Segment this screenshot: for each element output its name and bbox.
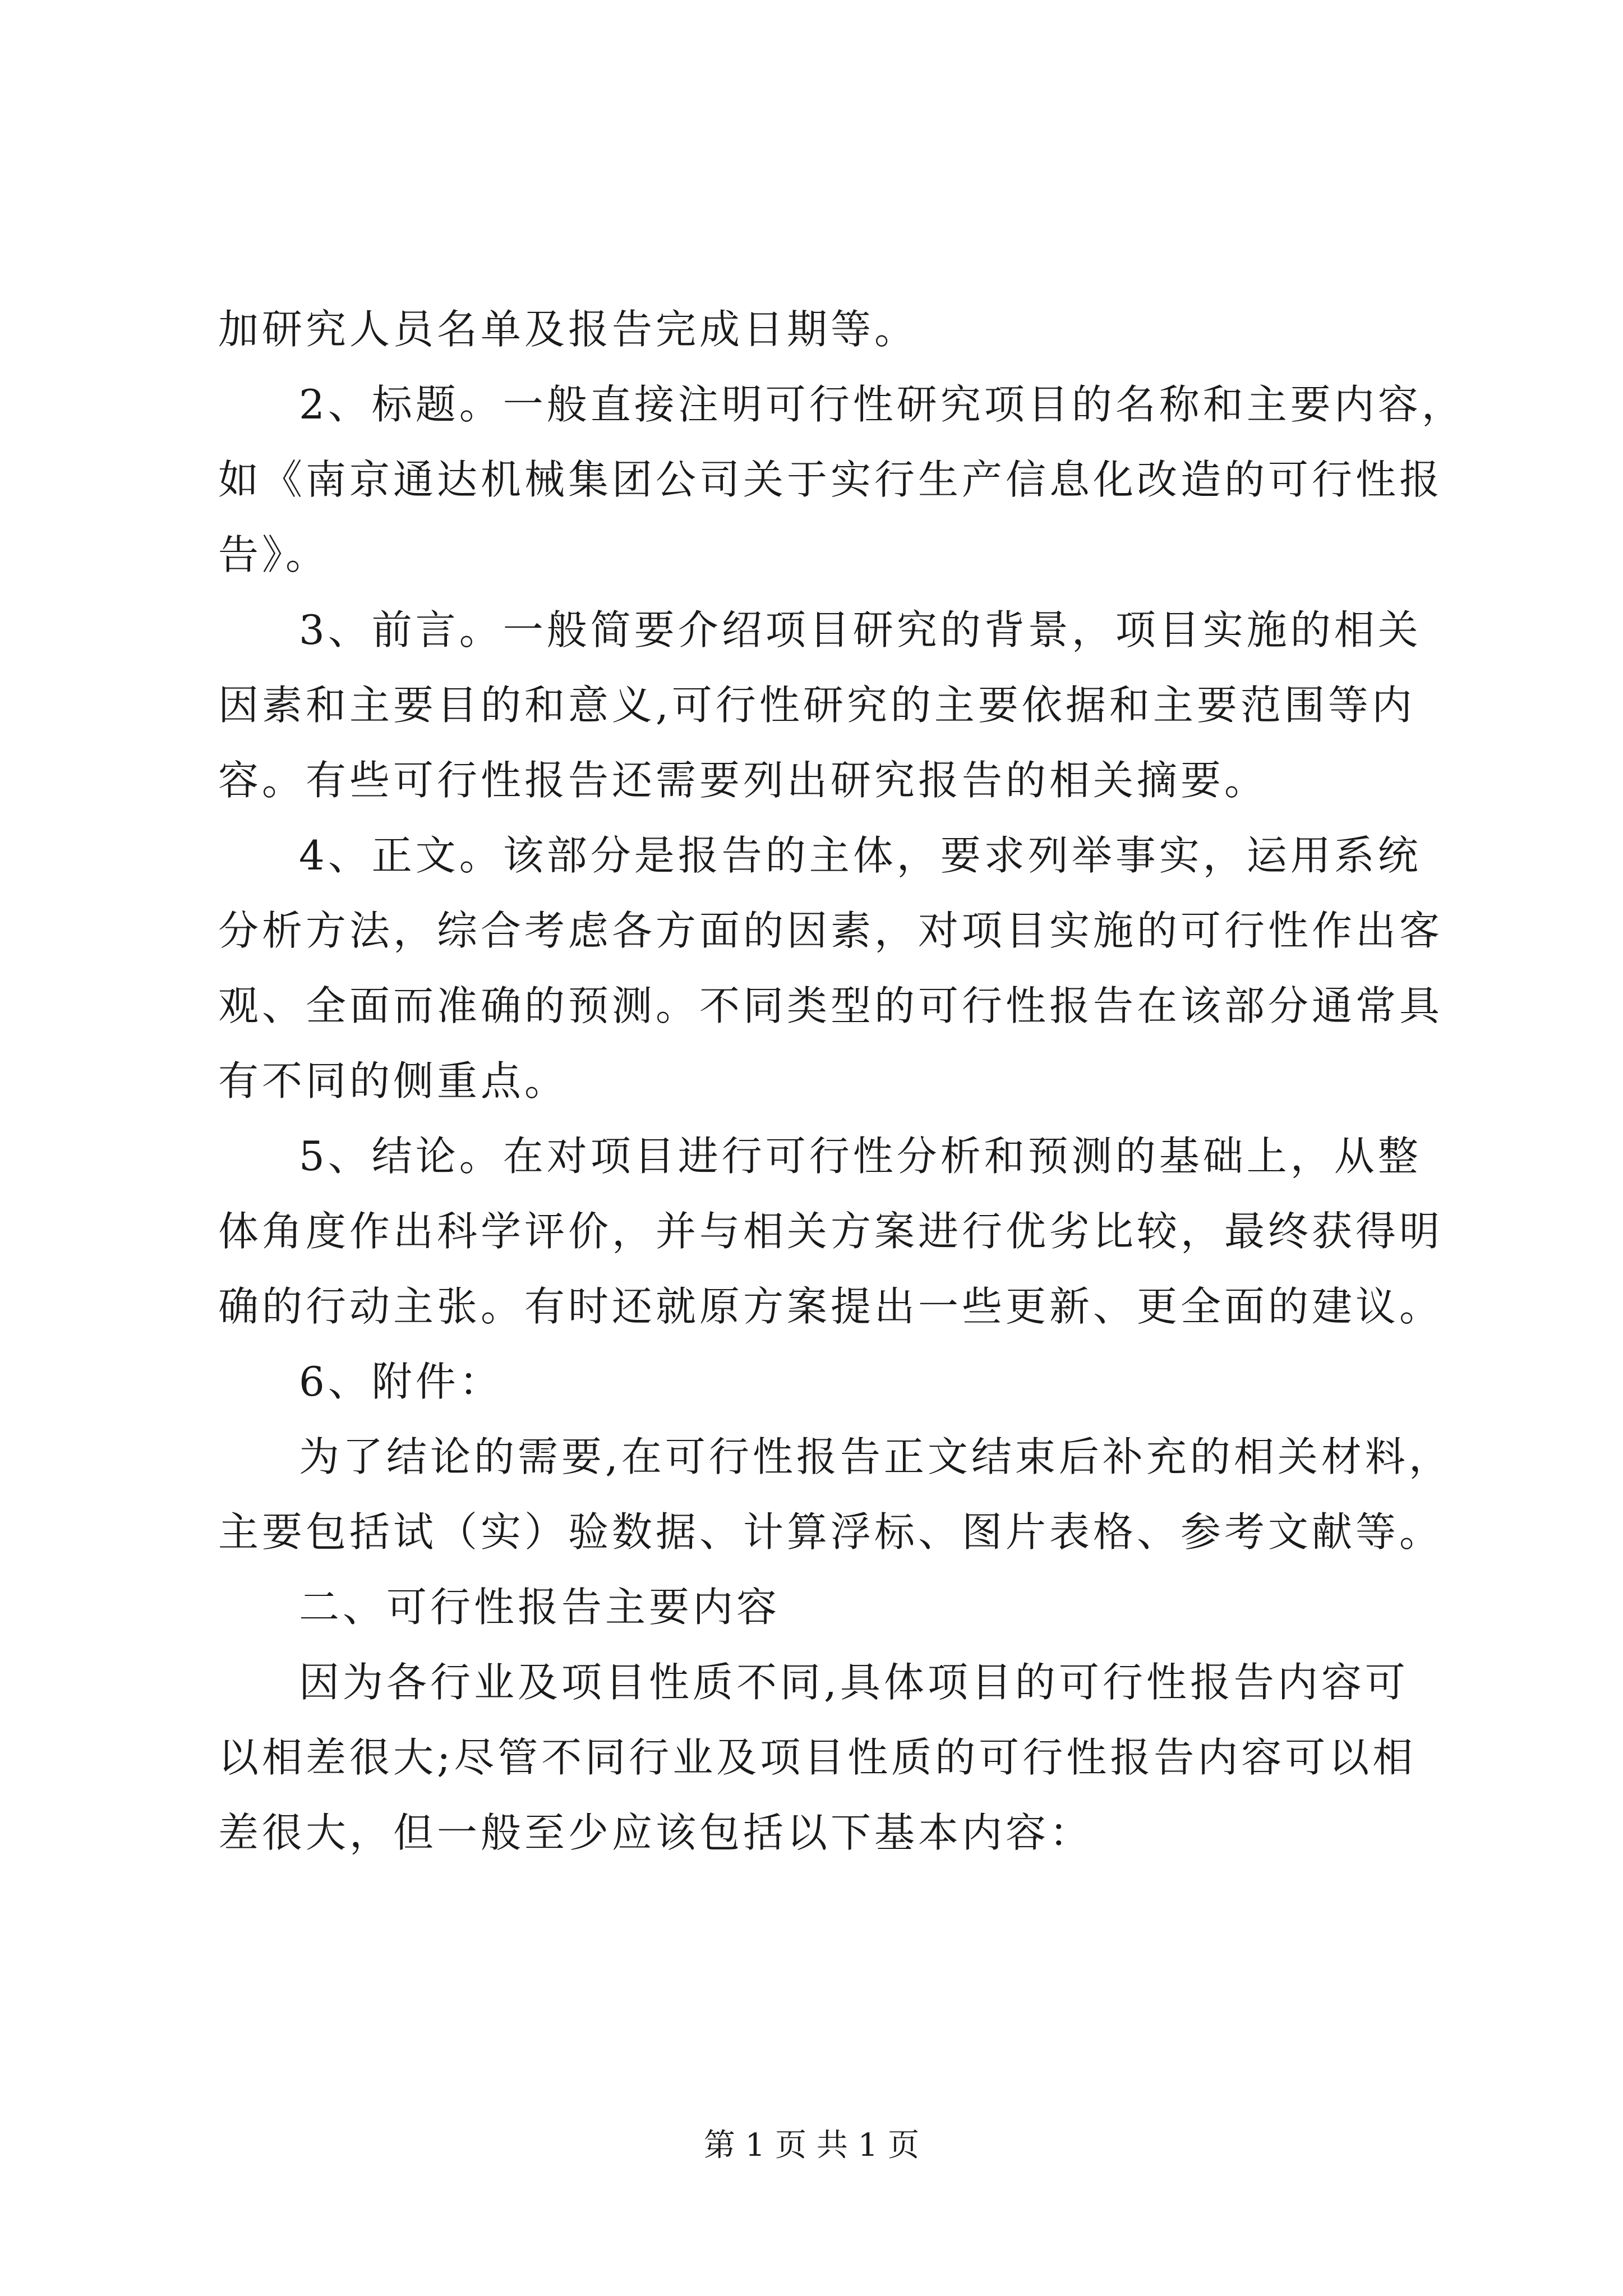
text-line: 为了结论的需要,在可行性报告正文结束后补充的相关材料， [299, 1433, 1453, 1480]
text-line: 告》。 [218, 531, 330, 578]
text-line: 以相差很大;尽管不同行业及项目性质的可行性报告内容可以相 [218, 1734, 1417, 1781]
paragraph [218, 367, 1465, 592]
paragraph [218, 1419, 1453, 1570]
text-line: 确的行动主张。有时还就原方案提出一些更新、更全面的建议。 [218, 1283, 1444, 1330]
paragraph-list [218, 292, 1465, 1870]
text-line: 容。有些可行性报告还需要列出研究报告的相关摘要。 [218, 757, 1269, 804]
text-line: 观、全面而准确的预测。不同类型的可行性报告在该部分通常具 [218, 982, 1444, 1029]
text-line: 体角度作出科学评价，并与相关方案进行优劣比较，最终获得明 [218, 1208, 1444, 1255]
text-line: 因为各行业及项目性质不同,具体项目的可行性报告内容可 [299, 1659, 1409, 1706]
paragraph [218, 1570, 1430, 1645]
paragraph [218, 1344, 1430, 1419]
paragraph [218, 292, 1430, 367]
text-line: 二、可行性报告主要内容 [299, 1584, 781, 1631]
text-line: 4、正文。该部分是报告的主体，要求列举事实，运用系统 [299, 832, 1422, 879]
paragraph [218, 592, 1430, 818]
text-line: 有不同的侧重点。 [218, 1057, 569, 1105]
paragraph [218, 1645, 1430, 1870]
text-line: 差很大，但一般至少应该包括以下基本内容： [218, 1809, 1094, 1856]
paragraph [218, 818, 1444, 1119]
page-footer: 第 1 页 共 1 页 [703, 2127, 920, 2164]
text-line: 分析方法，综合考虑各方面的因素，对项目实施的可行性作出客 [218, 907, 1444, 954]
text-line: 如《南京通达机械集团公司关于实行生产信息化改造的可行性报 [218, 456, 1444, 503]
text-line: 6、附件： [299, 1358, 503, 1405]
text-line: 2、标题。一般直接注明可行性研究项目的名称和主要内容， [299, 381, 1465, 428]
text-line: 5、结论。在对项目进行可行性分析和预测的基础上，从整 [299, 1133, 1422, 1180]
text-line: 因素和主要目的和意义,可行性研究的主要依据和主要范围等内 [218, 682, 1415, 729]
text-line: 加研究人员名单及报告完成日期等。 [218, 306, 919, 353]
document-body [218, 292, 1465, 1870]
text-line: 主要包括试（实）验数据、计算浮标、图片表格、参考文献等。 [218, 1508, 1444, 1556]
paragraph [218, 1119, 1444, 1344]
text-line: 3、前言。一般简要介绍项目研究的背景，项目实施的相关 [299, 606, 1422, 654]
